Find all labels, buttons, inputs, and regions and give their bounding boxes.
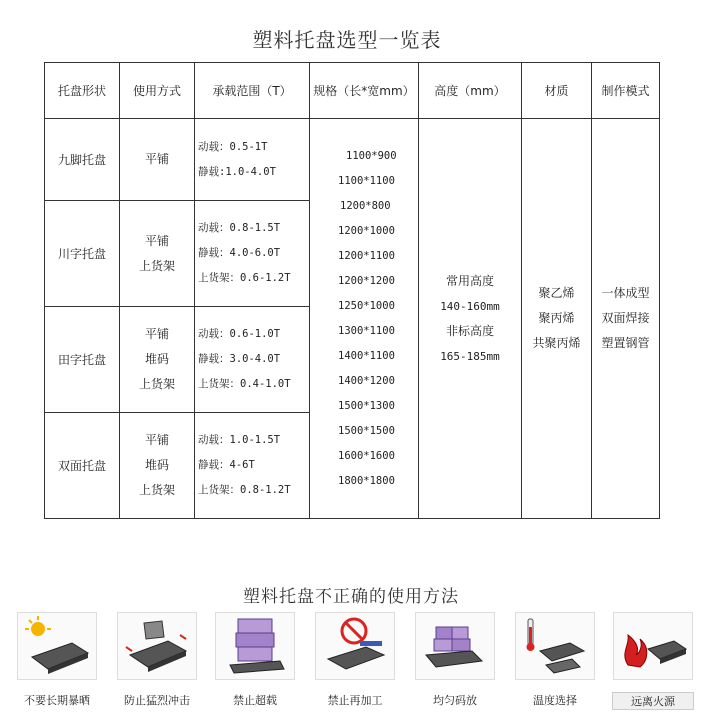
use-item: 堆码 bbox=[144, 458, 169, 472]
load-item: 上货架：0.6-1.2T bbox=[198, 272, 291, 284]
use-cell bbox=[120, 119, 195, 201]
size-item: 1500*1300 bbox=[338, 399, 395, 412]
size-item: 1300*1100 bbox=[338, 324, 395, 337]
height-nonstd-value: 165-185mm bbox=[440, 349, 500, 363]
load-item: 上货架：0.4-1.0T bbox=[198, 378, 291, 390]
spec-table bbox=[44, 62, 660, 519]
tip-item bbox=[214, 612, 296, 708]
no-rework-icon bbox=[315, 612, 395, 680]
size-item: 1500*1500 bbox=[338, 424, 395, 437]
load-cell bbox=[195, 413, 310, 519]
size-item: 1200*800 bbox=[340, 199, 391, 212]
header-material: 材质 bbox=[522, 63, 592, 119]
material-item: 聚乙烯 bbox=[538, 286, 575, 300]
table-header-row bbox=[45, 63, 660, 119]
tip-label: 禁止超载 bbox=[233, 694, 277, 707]
size-item: 1200*1200 bbox=[338, 274, 395, 287]
load-cell bbox=[195, 119, 310, 201]
size-item: 1100*1100 bbox=[338, 174, 395, 187]
even-stacking-icon bbox=[415, 612, 495, 680]
load-item: 静载：3.0-4.0T bbox=[198, 353, 281, 365]
use-cell bbox=[120, 413, 195, 519]
tip-item bbox=[314, 612, 396, 708]
header-use: 使用方式 bbox=[120, 63, 195, 119]
size-item: 1600*1600 bbox=[338, 449, 395, 462]
tip-item bbox=[612, 612, 694, 710]
tip-item bbox=[514, 612, 596, 708]
load-item: 静载：4-6T bbox=[198, 459, 255, 471]
tip-label: 禁止再加工 bbox=[327, 694, 383, 707]
size-item: 1200*1000 bbox=[338, 224, 395, 237]
material-cell bbox=[522, 119, 592, 519]
material-item: 共聚丙烯 bbox=[532, 336, 581, 350]
shape-cell: 双面托盘 bbox=[45, 413, 120, 519]
tip-label: 温度选择 bbox=[533, 694, 577, 707]
mode-item: 一体成型 bbox=[601, 286, 650, 300]
load-item: 上货架：0.8-1.2T bbox=[198, 484, 291, 496]
tip-item bbox=[116, 612, 198, 708]
use-cell bbox=[120, 307, 195, 413]
load-cell bbox=[195, 201, 310, 307]
height-nonstd-label: 非标高度 bbox=[445, 323, 494, 338]
height-cell bbox=[419, 119, 522, 519]
height-std-value: 140-160mm bbox=[440, 299, 500, 313]
header-load: 承载范围（T） bbox=[195, 63, 310, 119]
size-item: 1200*1100 bbox=[338, 249, 395, 262]
thermometer-icon bbox=[515, 612, 595, 680]
size-item: 1800*1800 bbox=[338, 474, 395, 487]
header-shape: 托盘形状 bbox=[45, 63, 120, 119]
size-item: 1400*1100 bbox=[338, 349, 395, 362]
size-cell bbox=[310, 119, 419, 519]
section-subtitle: 塑料托盘不正确的使用方法 bbox=[243, 587, 459, 607]
tips-strip bbox=[12, 612, 702, 722]
use-item: 平铺 bbox=[144, 152, 169, 166]
page-title: 塑料托盘选型一览表 bbox=[252, 28, 442, 52]
load-item: 动载：0.6-1.0T bbox=[198, 328, 281, 340]
header-height: 高度（mm） bbox=[419, 63, 522, 119]
impact-icon bbox=[117, 612, 197, 680]
mode-item: 双面焊接 bbox=[601, 311, 650, 325]
material-item: 聚丙烯 bbox=[538, 311, 575, 325]
shape-cell: 川字托盘 bbox=[45, 201, 120, 307]
size-item: 1100*900 bbox=[346, 149, 397, 162]
use-item: 平铺 bbox=[144, 327, 169, 341]
sun-exposure-icon bbox=[17, 612, 97, 680]
tip-label: 均匀码放 bbox=[433, 694, 477, 707]
mode-cell bbox=[592, 119, 660, 519]
tip-item bbox=[16, 612, 98, 708]
load-item: 动载：0.5-1T bbox=[198, 140, 268, 153]
use-cell bbox=[120, 201, 195, 307]
table-row bbox=[45, 119, 660, 201]
use-item: 平铺 bbox=[144, 433, 169, 447]
use-item: 上货架 bbox=[138, 258, 175, 273]
shape-cell: 九脚托盘 bbox=[45, 119, 120, 201]
use-item: 上货架 bbox=[138, 377, 175, 391]
header-mode: 制作模式 bbox=[592, 63, 660, 119]
use-item: 平铺 bbox=[144, 233, 169, 248]
size-item: 1250*1000 bbox=[338, 299, 395, 312]
load-cell bbox=[195, 307, 310, 413]
tip-label: 不要长期暴晒 bbox=[24, 694, 90, 707]
use-item: 上货架 bbox=[138, 483, 175, 497]
tip-label: 防止猛烈冲击 bbox=[124, 694, 190, 707]
load-item: 静载：4.0-6.0T bbox=[198, 247, 281, 259]
use-item: 堆码 bbox=[144, 352, 169, 366]
header-size: 规格（长*宽mm） bbox=[310, 63, 419, 119]
load-item: 动载：1.0-1.5T bbox=[198, 434, 281, 446]
mode-item: 塑置钢管 bbox=[601, 336, 650, 350]
height-std-label: 常用高度 bbox=[445, 273, 494, 288]
tip-item bbox=[414, 612, 496, 708]
fire-icon bbox=[613, 612, 693, 680]
load-item: 静载:1.0-4.0T bbox=[198, 165, 276, 178]
overload-icon bbox=[215, 612, 295, 680]
tip-label: 远离火源 bbox=[612, 692, 694, 710]
shape-cell: 田字托盘 bbox=[45, 307, 120, 413]
load-item: 动载：0.8-1.5T bbox=[198, 222, 281, 234]
size-item: 1400*1200 bbox=[338, 374, 395, 387]
